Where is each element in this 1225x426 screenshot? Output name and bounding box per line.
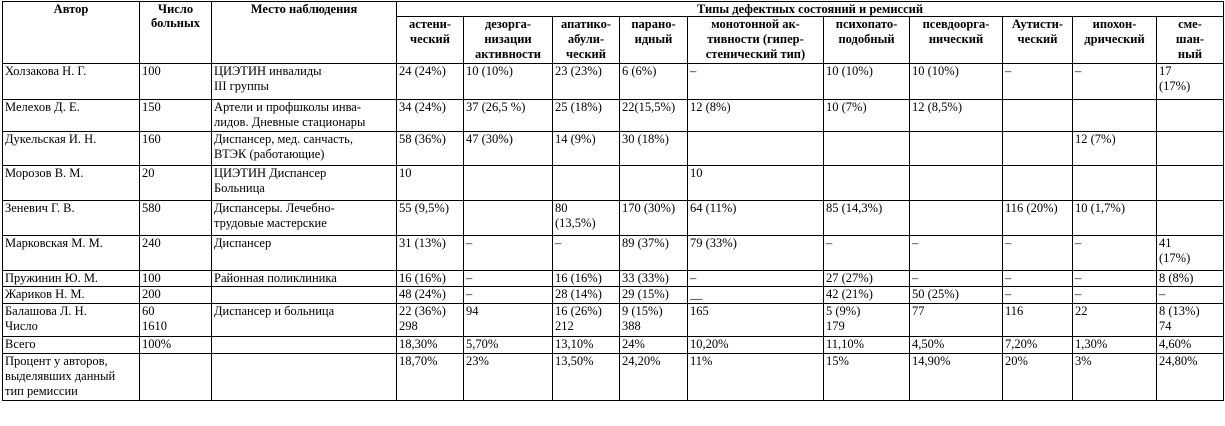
- row-type-value-cell: 85 (14,3%): [824, 201, 910, 236]
- row-type-value-cell: –: [688, 271, 824, 287]
- row-type-value-cell: 58 (36%): [397, 132, 464, 166]
- row-type-value-cell: 30 (18%): [620, 132, 688, 166]
- header-types-group: Типы дефектных состояний и ремиссий: [397, 2, 1224, 17]
- header-type-disorganization: дезорга- низации активности: [464, 17, 553, 64]
- row-type-value-cell: 22: [1073, 304, 1157, 337]
- row-patient-count-cell: 160: [140, 132, 212, 166]
- row-type-value-cell: –: [553, 236, 620, 271]
- row-observation-place-cell: [212, 354, 397, 401]
- header-type-hypochondriac: ипохон- дрический: [1073, 17, 1157, 64]
- row-type-value-cell: –: [1003, 287, 1073, 304]
- header-type-paranoid: парано- идный: [620, 17, 688, 64]
- row-type-value-cell: [1003, 166, 1073, 201]
- row-type-value-cell: 10 (10%): [464, 64, 553, 100]
- row-type-value-cell: 22 (36%) 298: [397, 304, 464, 337]
- row-type-value-cell: 1,30%: [1073, 337, 1157, 354]
- row-type-value-cell: 12 (7%): [1073, 132, 1157, 166]
- table-row: [3, 132, 1224, 166]
- table-header: [3, 2, 1224, 64]
- row-observation-place-cell: [212, 287, 397, 304]
- row-observation-place-cell: Диспансер и больница: [212, 304, 397, 337]
- row-type-value-cell: [464, 166, 553, 201]
- row-type-value-cell: [1003, 100, 1073, 132]
- row-type-value-cell: –: [824, 236, 910, 271]
- row-type-value-cell: 4,50%: [910, 337, 1003, 354]
- row-type-value-cell: –: [910, 271, 1003, 287]
- row-author-cell: Зеневич Г. В.: [3, 201, 140, 236]
- row-type-value-cell: 24%: [620, 337, 688, 354]
- row-type-value-cell: __: [688, 287, 824, 304]
- row-observation-place-cell: Диспансер, мед. санчасть, ВТЭК (работающие): [212, 132, 397, 166]
- row-type-value-cell: [910, 201, 1003, 236]
- row-type-value-cell: 29 (15%): [620, 287, 688, 304]
- header-author: Автор: [3, 2, 140, 64]
- row-type-value-cell: 33 (33%): [620, 271, 688, 287]
- row-type-value-cell: 11%: [688, 354, 824, 401]
- row-type-value-cell: 116 (20%): [1003, 201, 1073, 236]
- row-type-value-cell: 64 (11%): [688, 201, 824, 236]
- row-type-value-cell: 89 (37%): [620, 236, 688, 271]
- row-author-cell: Балашова Л. Н. Число: [3, 304, 140, 337]
- row-type-value-cell: 24 (24%): [397, 64, 464, 100]
- row-author-cell: Пружинин Ю. М.: [3, 271, 140, 287]
- table-body: [3, 64, 1224, 401]
- row-type-value-cell: 24,80%: [1157, 354, 1224, 401]
- row-type-value-cell: 10: [688, 166, 824, 201]
- row-type-value-cell: 4,60%: [1157, 337, 1224, 354]
- row-patient-count-cell: 20: [140, 166, 212, 201]
- row-author-cell: Всего: [3, 337, 140, 354]
- row-type-value-cell: 17 (17%): [1157, 64, 1224, 100]
- row-type-value-cell: 6 (6%): [620, 64, 688, 100]
- row-patient-count-cell: [140, 354, 212, 401]
- row-type-value-cell: 27 (27%): [824, 271, 910, 287]
- row-observation-place-cell: ЦИЭТИН Диспансер Больница: [212, 166, 397, 201]
- row-type-value-cell: 37 (26,5 %): [464, 100, 553, 132]
- row-type-value-cell: [620, 166, 688, 201]
- row-type-value-cell: –: [1073, 287, 1157, 304]
- table-row: [3, 166, 1224, 201]
- table-row: [3, 337, 1224, 354]
- row-observation-place-cell: ЦИЭТИН инвалиды III группы: [212, 64, 397, 100]
- row-type-value-cell: 47 (30%): [464, 132, 553, 166]
- row-type-value-cell: 10 (7%): [824, 100, 910, 132]
- row-type-value-cell: [1073, 166, 1157, 201]
- row-observation-place-cell: Диспансер: [212, 236, 397, 271]
- row-type-value-cell: 8 (8%): [1157, 271, 1224, 287]
- row-type-value-cell: 5 (9%) 179: [824, 304, 910, 337]
- row-type-value-cell: 80 (13,5%): [553, 201, 620, 236]
- row-type-value-cell: [910, 132, 1003, 166]
- row-type-value-cell: –: [464, 236, 553, 271]
- row-type-value-cell: 10 (10%): [824, 64, 910, 100]
- table-row: [3, 236, 1224, 271]
- row-type-value-cell: 10: [397, 166, 464, 201]
- table-row: [3, 201, 1224, 236]
- row-type-value-cell: 11,10%: [824, 337, 910, 354]
- row-type-value-cell: 34 (24%): [397, 100, 464, 132]
- row-patient-count-cell: 200: [140, 287, 212, 304]
- row-type-value-cell: 16 (26%) 212: [553, 304, 620, 337]
- row-type-value-cell: [1073, 100, 1157, 132]
- row-type-value-cell: 3%: [1073, 354, 1157, 401]
- row-type-value-cell: [1157, 132, 1224, 166]
- row-type-value-cell: [553, 166, 620, 201]
- row-type-value-cell: 42 (21%): [824, 287, 910, 304]
- row-patient-count-cell: 150: [140, 100, 212, 132]
- table-row: [3, 271, 1224, 287]
- row-type-value-cell: 5,70%: [464, 337, 553, 354]
- row-type-value-cell: –: [910, 236, 1003, 271]
- row-type-value-cell: 7,20%: [1003, 337, 1073, 354]
- header-observation-place: Место наблюдения: [212, 2, 397, 64]
- row-type-value-cell: 25 (18%): [553, 100, 620, 132]
- row-type-value-cell: –: [688, 64, 824, 100]
- row-author-cell: Мелехов Д. Е.: [3, 100, 140, 132]
- row-type-value-cell: –: [1003, 236, 1073, 271]
- header-type-apathetic-abulic: апатико- абули- ческий: [553, 17, 620, 64]
- header-patient-count: Число больных: [140, 2, 212, 64]
- row-type-value-cell: –: [1003, 271, 1073, 287]
- row-type-value-cell: –: [1003, 64, 1073, 100]
- row-type-value-cell: –: [1073, 271, 1157, 287]
- table-row: [3, 304, 1224, 337]
- row-type-value-cell: 10 (10%): [910, 64, 1003, 100]
- row-observation-place-cell: Диспансеры. Лечебно- трудовые мастерские: [212, 201, 397, 236]
- row-type-value-cell: 14,90%: [910, 354, 1003, 401]
- row-type-value-cell: –: [1073, 64, 1157, 100]
- row-type-value-cell: 10,20%: [688, 337, 824, 354]
- row-observation-place-cell: [212, 337, 397, 354]
- row-author-cell: Морозов В. М.: [3, 166, 140, 201]
- row-type-value-cell: 12 (8,5%): [910, 100, 1003, 132]
- row-type-value-cell: –: [1073, 236, 1157, 271]
- row-observation-place-cell: Районная поликлиника: [212, 271, 397, 287]
- table-row: [3, 64, 1224, 100]
- header-type-pseudo-organic: псевдоорга- нический: [910, 17, 1003, 64]
- row-type-value-cell: 41 (17%): [1157, 236, 1224, 271]
- row-type-value-cell: 23 (23%): [553, 64, 620, 100]
- row-patient-count-cell: 100%: [140, 337, 212, 354]
- row-patient-count-cell: 100: [140, 271, 212, 287]
- row-type-value-cell: 165: [688, 304, 824, 337]
- row-type-value-cell: 20%: [1003, 354, 1073, 401]
- row-type-value-cell: [1003, 132, 1073, 166]
- row-type-value-cell: 16 (16%): [397, 271, 464, 287]
- row-type-value-cell: 116: [1003, 304, 1073, 337]
- row-type-value-cell: 15%: [824, 354, 910, 401]
- table-row: [3, 100, 1224, 132]
- row-type-value-cell: [824, 132, 910, 166]
- row-type-value-cell: –: [464, 287, 553, 304]
- row-type-value-cell: [1157, 201, 1224, 236]
- row-type-value-cell: 18,30%: [397, 337, 464, 354]
- row-type-value-cell: 55 (9,5%): [397, 201, 464, 236]
- row-author-cell: Дукельская И. Н.: [3, 132, 140, 166]
- row-type-value-cell: 18,70%: [397, 354, 464, 401]
- row-type-value-cell: 23%: [464, 354, 553, 401]
- row-type-value-cell: 13,10%: [553, 337, 620, 354]
- header-type-mixed: сме- шан- ный: [1157, 17, 1224, 64]
- header-type-asthenic: астени- ческий: [397, 17, 464, 64]
- row-type-value-cell: –: [464, 271, 553, 287]
- row-type-value-cell: 50 (25%): [910, 287, 1003, 304]
- row-type-value-cell: [910, 166, 1003, 201]
- row-type-value-cell: 94: [464, 304, 553, 337]
- row-observation-place-cell: Артели и профшколы инва- лидов. Дневные стационары: [212, 100, 397, 132]
- row-patient-count-cell: 100: [140, 64, 212, 100]
- row-patient-count-cell: 580: [140, 201, 212, 236]
- row-type-value-cell: 24,20%: [620, 354, 688, 401]
- row-type-value-cell: [1157, 100, 1224, 132]
- row-patient-count-cell: 240: [140, 236, 212, 271]
- row-type-value-cell: 77: [910, 304, 1003, 337]
- remission-types-table: [2, 1, 1224, 401]
- header-type-psychopath-like: психопато- подобный: [824, 17, 910, 64]
- row-type-value-cell: 79 (33%): [688, 236, 824, 271]
- row-type-value-cell: –: [1157, 287, 1224, 304]
- row-type-value-cell: [1157, 166, 1224, 201]
- row-type-value-cell: 28 (14%): [553, 287, 620, 304]
- row-author-cell: Марковская М. М.: [3, 236, 140, 271]
- header-type-monotonous-activity: монотонной ак- тивности (гипер- стенический тип): [688, 17, 824, 64]
- header-type-autistic: Аутисти- ческий: [1003, 17, 1073, 64]
- row-type-value-cell: 9 (15%) 388: [620, 304, 688, 337]
- row-type-value-cell: 48 (24%): [397, 287, 464, 304]
- row-type-value-cell: 8 (13%) 74: [1157, 304, 1224, 337]
- row-type-value-cell: 31 (13%): [397, 236, 464, 271]
- row-type-value-cell: 170 (30%): [620, 201, 688, 236]
- row-type-value-cell: 14 (9%): [553, 132, 620, 166]
- table-row: [3, 287, 1224, 304]
- row-type-value-cell: 22(15,5%): [620, 100, 688, 132]
- row-type-value-cell: [824, 166, 910, 201]
- row-type-value-cell: [688, 132, 824, 166]
- row-author-cell: Жариков Н. М.: [3, 287, 140, 304]
- row-patient-count-cell: 60 1610: [140, 304, 212, 337]
- row-type-value-cell: 12 (8%): [688, 100, 824, 132]
- row-author-cell: Холзакова Н. Г.: [3, 64, 140, 100]
- table-row: [3, 354, 1224, 401]
- row-type-value-cell: 10 (1,7%): [1073, 201, 1157, 236]
- row-type-value-cell: 13,50%: [553, 354, 620, 401]
- row-type-value-cell: 16 (16%): [553, 271, 620, 287]
- row-type-value-cell: [464, 201, 553, 236]
- row-author-cell: Процент у авторов, выделявших данный тип ремиссии: [3, 354, 140, 401]
